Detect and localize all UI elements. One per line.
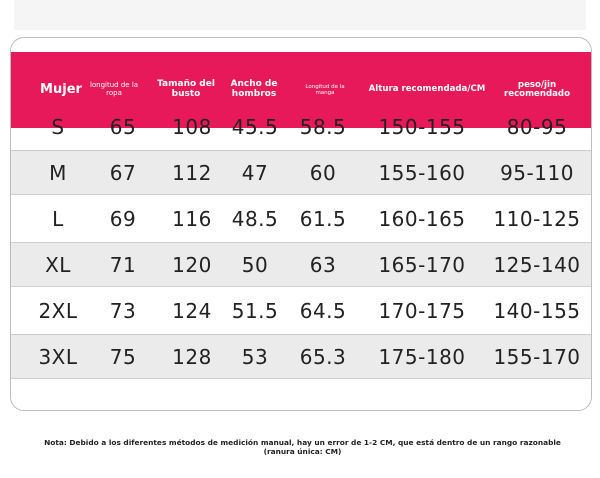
table-cell-height: 155-160 — [378, 160, 466, 185]
header-recommended-weight: peso/jin recomendado — [504, 79, 570, 99]
header-bust-size: Tamaño del busto — [157, 79, 215, 99]
table-cell-weight: 125-140 — [493, 252, 581, 277]
table-cell-size: 2XL — [38, 298, 78, 323]
table-cell-bust: 120 — [172, 252, 212, 277]
table-cell-bust: 112 — [172, 160, 212, 185]
table-cell-shoulder: 45.5 — [231, 114, 279, 139]
top-image-strip — [14, 0, 586, 30]
table-cell-sleeve: 64.5 — [299, 298, 347, 323]
table-cell-bust: 116 — [172, 206, 212, 231]
table-cell-bust: 108 — [172, 114, 212, 139]
table-cell-length: 71 — [109, 252, 137, 277]
table-row — [11, 104, 591, 149]
table-row — [11, 196, 591, 241]
table-cell-weight: 95-110 — [500, 160, 574, 185]
table-cell-sleeve: 63 — [309, 252, 337, 277]
table-cell-shoulder: 51.5 — [231, 298, 279, 323]
table-cell-weight: 110-125 — [493, 206, 581, 231]
table-cell-size: L — [52, 206, 64, 231]
table-cell-sleeve: 60 — [309, 160, 337, 185]
table-cell-shoulder: 48.5 — [231, 206, 279, 231]
table-cell-length: 75 — [109, 344, 137, 369]
table-cell-shoulder: 53 — [241, 344, 269, 369]
table-cell-weight: 155-170 — [493, 344, 581, 369]
table-cell-sleeve: 61.5 — [299, 206, 347, 231]
table-cell-size: S — [51, 114, 65, 139]
table-cell-shoulder: 50 — [241, 252, 269, 277]
table-cell-sleeve: 58.5 — [299, 114, 347, 139]
table-row — [11, 288, 591, 333]
measurement-note: Nota: Debido a los diferentes métodos de medición manual, hay un error de 1-2 CM, que está dentro de un rango razonable (ranura única: CM) — [44, 438, 561, 456]
header-garment-length: longitud de la ropa — [89, 81, 139, 97]
table-row — [11, 242, 591, 287]
table-cell-height: 170-175 — [378, 298, 466, 323]
table-row — [11, 334, 591, 379]
table-cell-length: 69 — [109, 206, 137, 231]
table-cell-weight: 80-95 — [506, 114, 568, 139]
table-cell-length: 73 — [109, 298, 137, 323]
header-mujer: Mujer — [40, 81, 82, 97]
table-cell-shoulder: 47 — [241, 160, 269, 185]
header-recommended-height: Altura recomendada/CM — [368, 84, 486, 95]
table-cell-height: 150-155 — [378, 114, 466, 139]
header-sleeve-length: Longitud de la manga — [305, 83, 345, 96]
table-cell-size: 3XL — [38, 344, 78, 369]
table-cell-length: 67 — [109, 160, 137, 185]
header-shoulder-width: Ancho de hombros — [230, 79, 278, 99]
table-cell-bust: 128 — [172, 344, 212, 369]
table-row — [11, 150, 591, 195]
table-cell-height: 165-170 — [378, 252, 466, 277]
table-cell-weight: 140-155 — [493, 298, 581, 323]
table-cell-size: XL — [45, 252, 71, 277]
table-cell-length: 65 — [109, 114, 137, 139]
table-cell-sleeve: 65.3 — [299, 344, 347, 369]
table-cell-bust: 124 — [172, 298, 212, 323]
table-cell-height: 160-165 — [378, 206, 466, 231]
size-chart-card — [10, 37, 592, 411]
table-cell-height: 175-180 — [378, 344, 466, 369]
table-cell-size: M — [49, 160, 67, 185]
